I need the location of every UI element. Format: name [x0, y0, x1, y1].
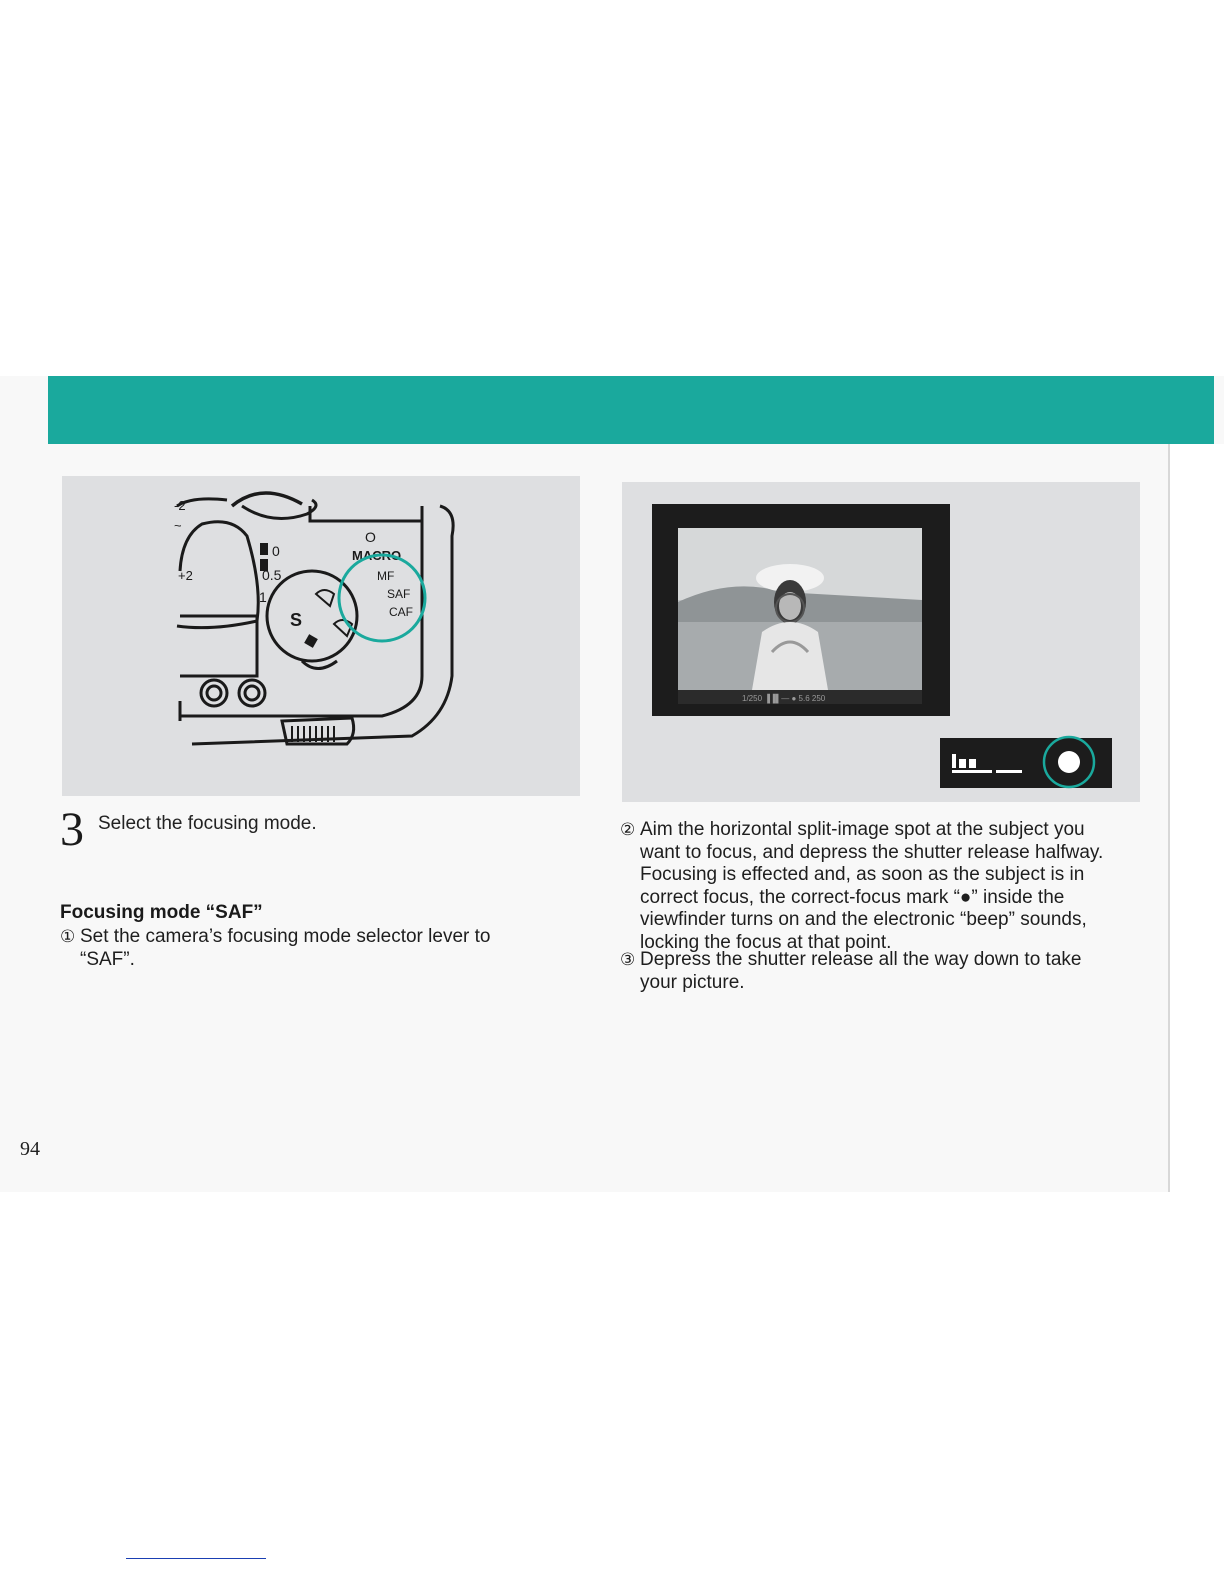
viewfinder-illustration	[622, 482, 1140, 802]
item1-line2: “SAF”.	[80, 948, 135, 970]
svg-text:~: ~	[174, 518, 182, 533]
dial-label-zero: 0	[272, 543, 280, 559]
header-band	[48, 376, 1214, 444]
viewfinder-readout: 1/250 ▐▐▌— ● 5.6 250	[742, 694, 826, 703]
dial-label-saf: SAF	[387, 587, 411, 601]
item2-rest: want to focus, and depress the shutter release halfway. Focusing is effected and, as soon as the subject is in correct focus, the correct-focus mark “●” inside the viewfinder turns on and the electronic “beep” sounds, locking the focus at that point.	[640, 841, 1104, 953]
section-heading: Focusing mode “SAF”	[60, 902, 263, 923]
item1-line1: Set the camera’s focusing mode selector lever to	[80, 926, 491, 947]
dial-illustration	[62, 476, 580, 796]
dial-label-half: 0.5	[262, 567, 282, 583]
dial-drawing	[62, 476, 580, 796]
page-edge	[1168, 444, 1224, 1192]
svg-text:+2: +2	[178, 568, 193, 583]
item3-line2: your picture.	[640, 971, 745, 993]
instruction-item-3	[620, 949, 1140, 994]
dial-label-caf: CAF	[389, 605, 413, 619]
item2-line1: Aim the horizontal split-image spot at the subject you	[640, 819, 1085, 840]
svg-text:-2: -2	[174, 498, 186, 513]
instruction-item-1	[60, 926, 560, 971]
dial-label-one: 1	[259, 589, 267, 605]
item3-line1: Depress the shutter release all the way down to take	[640, 949, 1082, 970]
dial-label-top-zero: O	[365, 529, 376, 545]
instruction-item-2	[620, 819, 1150, 954]
footer-rule	[126, 1558, 266, 1559]
circled-number-1: ①	[60, 927, 76, 947]
dial-label-mf: MF	[377, 569, 395, 583]
circled-number-2: ②	[620, 820, 636, 840]
circled-number-3: ③	[620, 950, 636, 970]
focus-dot-icon	[1058, 751, 1080, 773]
step-number: 3	[60, 803, 84, 856]
page-number: 94	[20, 1138, 40, 1160]
viewfinder-drawing	[622, 482, 1140, 802]
step-instruction: Select the focusing mode.	[98, 813, 317, 834]
dial-label-macro: MACRO	[352, 548, 402, 563]
dial-label-s: S	[290, 610, 303, 630]
